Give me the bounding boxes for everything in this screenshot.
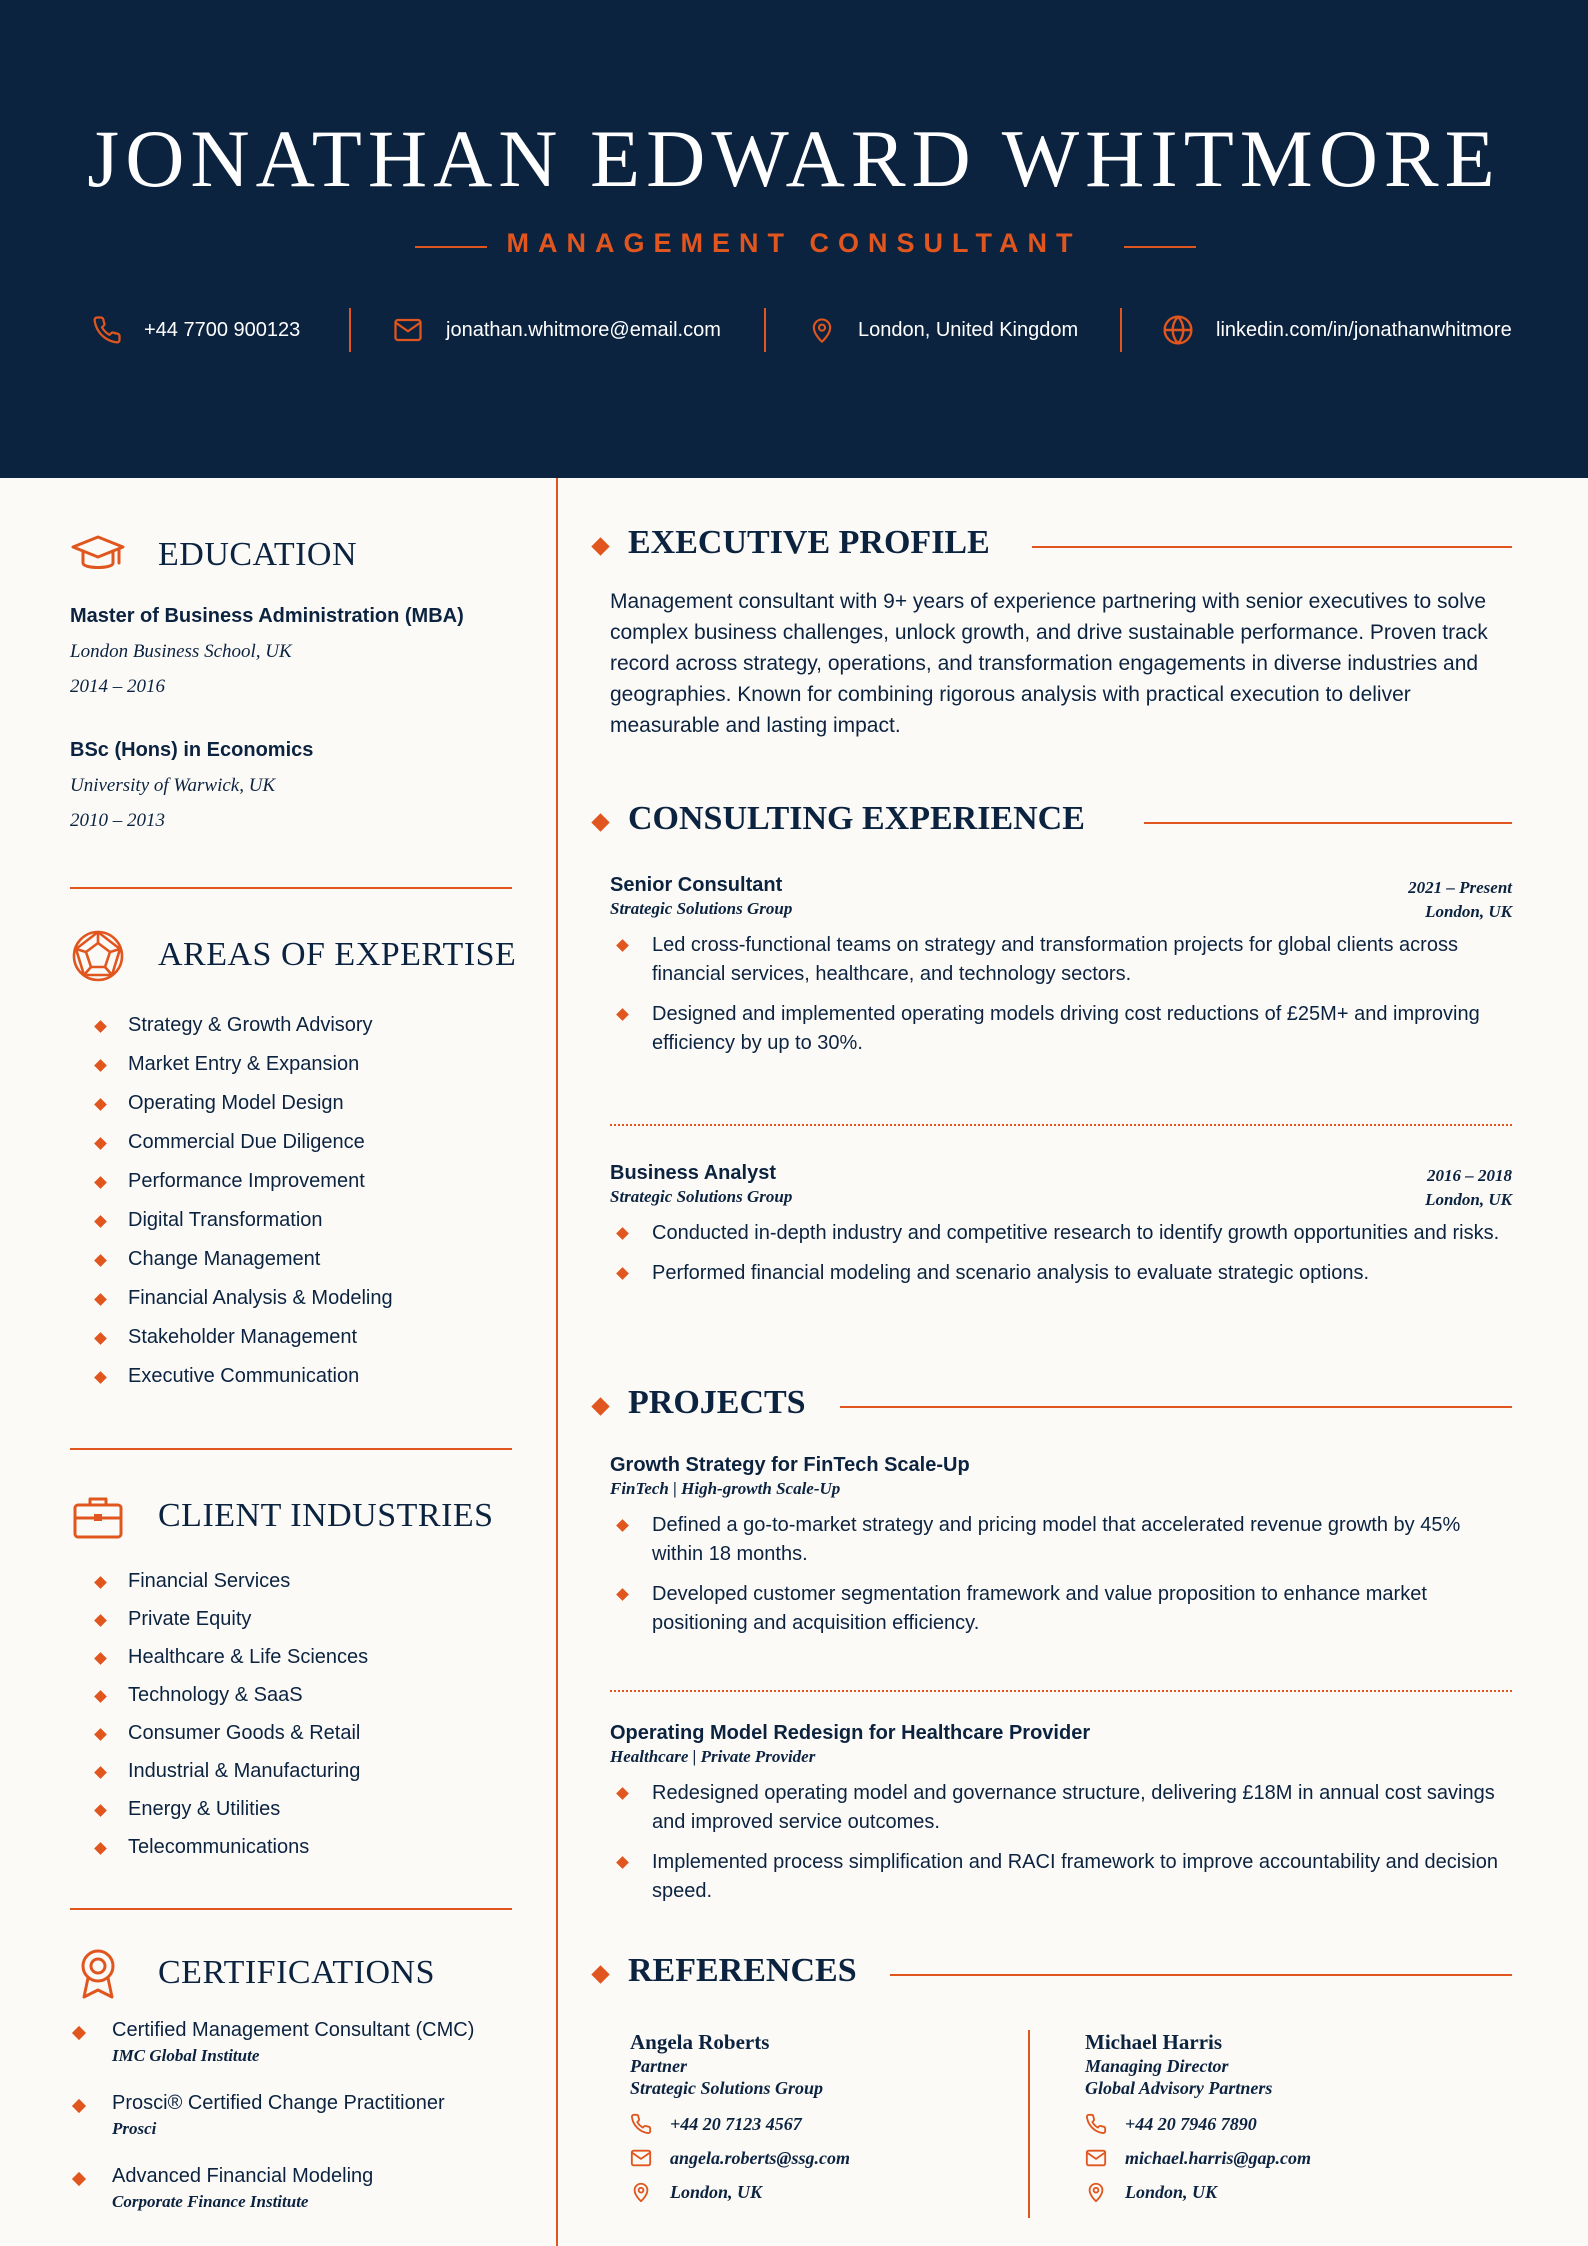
list-item: Private Equity (92, 1608, 368, 1631)
map-pin-icon (630, 2181, 652, 2203)
degree-title: Master of Business Administration (MBA) (70, 605, 464, 627)
job-dates: 2021 – Present (1408, 878, 1512, 897)
ref-location (630, 2181, 1050, 2203)
list-item: Designed and implemented operating models driving cost reductions of £25M+ and improving efficiency by up to 30%. (610, 1000, 1512, 1058)
contact-divider (349, 308, 351, 352)
list-item: Defined a go-to-market strategy and pricing model that accelerated revenue growth by 45% within 18 months. (610, 1511, 1512, 1569)
dotted-divider (610, 1124, 1512, 1126)
experience-item (610, 874, 1512, 1069)
degree-school: University of Warwick, UK (70, 775, 276, 796)
resume-header (0, 0, 1588, 478)
ref-email[interactable] (630, 2147, 1050, 2169)
cert-name: Prosci® Certified Change Practitioner (112, 2092, 445, 2114)
phone-icon (630, 2113, 652, 2135)
phone-icon (1085, 2113, 1107, 2135)
contact-divider (764, 308, 766, 352)
list-item: Telecommunications (92, 1836, 368, 1859)
dotted-divider (610, 1690, 1512, 1692)
section-title: REFERENCES (628, 1952, 857, 1989)
section-title: EXECUTIVE PROFILE (628, 524, 990, 561)
degree-school: London Business School, UK (70, 641, 292, 662)
ref-phone-text: +44 20 7123 4567 (670, 2113, 802, 2134)
ref-email-text: angela.roberts@ssg.com (670, 2147, 850, 2168)
education-heading (70, 528, 358, 584)
mail-icon (392, 315, 424, 345)
section-title: CERTIFICATIONS (158, 1954, 435, 1991)
project-bullets (610, 1511, 1512, 1638)
job-location: London, UK (1425, 1190, 1512, 1209)
project-bullets (610, 1779, 1512, 1906)
contact-location (808, 308, 1078, 352)
contact-email[interactable] (392, 308, 721, 352)
heading-rule (1032, 546, 1512, 548)
contact-divider (1120, 308, 1122, 352)
mail-icon (1085, 2147, 1107, 2169)
list-item: Performance Improvement (92, 1170, 393, 1193)
job-company: Strategic Solutions Group (610, 899, 793, 918)
experience-item (610, 1162, 1512, 1299)
list-item: Digital Transformation (92, 1209, 393, 1232)
map-pin-icon (808, 314, 836, 346)
job-bullets (610, 1219, 1512, 1288)
expertise-heading (70, 928, 517, 984)
list-item: Operating Model Design (92, 1092, 393, 1115)
projects-heading (590, 1384, 1512, 1424)
job-company: Strategic Solutions Group (610, 1187, 793, 1206)
heading-rule (890, 1974, 1512, 1976)
bullet-diamond (72, 2172, 86, 2186)
list-item: Consumer Goods & Retail (92, 1722, 368, 1745)
industries-heading (70, 1489, 494, 1545)
heading-diamond (591, 813, 609, 831)
heading-rule (1144, 822, 1512, 824)
bullet-diamond (72, 2026, 86, 2040)
ref-location-text: London, UK (670, 2181, 763, 2202)
industries-list (92, 1570, 368, 1859)
column-divider (556, 478, 558, 2246)
list-item: Change Management (92, 1248, 393, 1271)
cert-org: IMC Global Institute (112, 2046, 260, 2065)
ref-location-text: London, UK (1125, 2181, 1218, 2202)
certification-item (70, 2019, 530, 2066)
project-name: Growth Strategy for FinTech Scale-Up (610, 1454, 970, 1476)
job-role: Business Analyst (610, 1162, 776, 1184)
phone-text: +44 7700 900123 (144, 318, 301, 341)
list-item: Industrial & Manufacturing (92, 1760, 368, 1783)
job-role: Senior Consultant (610, 874, 783, 896)
award-ribbon-icon (70, 1946, 126, 2002)
expertise-list (92, 1014, 393, 1388)
section-divider (70, 887, 512, 889)
bullet-diamond (72, 2099, 86, 2113)
reference-divider (1028, 2030, 1030, 2218)
section-title: EDUCATION (158, 536, 358, 573)
references-heading (590, 1952, 1512, 1992)
ref-email-text: michael.harris@gap.com (1125, 2147, 1311, 2168)
ref-name: Michael Harris (1085, 2030, 1223, 2054)
cert-org: Corporate Finance Institute (112, 2192, 309, 2211)
ref-phone[interactable] (630, 2113, 1050, 2135)
cert-name: Advanced Financial Modeling (112, 2165, 374, 2187)
heading-diamond (591, 1397, 609, 1415)
project-item (610, 1454, 1512, 1649)
contact-linkedin[interactable] (1162, 308, 1512, 352)
heading-rule (840, 1406, 1512, 1408)
profile-heading (590, 524, 1512, 564)
list-item: Technology & SaaS (92, 1684, 368, 1707)
briefcase-icon (70, 1489, 126, 1545)
list-item: Performed financial modeling and scenario analysis to evaluate strategic options. (610, 1259, 1512, 1288)
section-title: CONSULTING EXPERIENCE (628, 800, 1085, 837)
degree-years: 2014 – 2016 (70, 676, 165, 697)
globe-icon (1162, 314, 1194, 346)
cert-name: Certified Management Consultant (CMC) (112, 2019, 475, 2041)
mail-icon (630, 2147, 652, 2169)
cert-org: Prosci (112, 2119, 157, 2138)
list-item: Conducted in-depth industry and competitive research to identify growth opportunities and risks. (610, 1219, 1512, 1248)
project-tag: Healthcare | Private Provider (610, 1747, 816, 1766)
list-item: Stakeholder Management (92, 1326, 393, 1349)
list-item: Strategy & Growth Advisory (92, 1014, 393, 1037)
job-location: London, UK (1425, 902, 1512, 921)
ref-role: Partner (630, 2056, 688, 2076)
heading-diamond (591, 1965, 609, 1983)
project-name: Operating Model Redesign for Healthcare Provider (610, 1722, 1091, 1744)
degree-years: 2010 – 2013 (70, 810, 165, 831)
list-item: Energy & Utilities (92, 1798, 368, 1821)
job-bullets (610, 931, 1512, 1058)
list-item: Commercial Due Diligence (92, 1131, 393, 1154)
section-title: AREAS OF EXPERTISE (158, 936, 517, 973)
certifications-heading (70, 1946, 435, 2002)
ref-location (1085, 2181, 1505, 2203)
reference-card (1085, 2030, 1505, 2203)
section-title: PROJECTS (628, 1384, 806, 1421)
section-divider (70, 1908, 512, 1910)
ref-name: Angela Roberts (630, 2030, 770, 2054)
list-item: Developed customer segmentation framework and value proposition to enhance market positioning and acquisition efficiency. (610, 1580, 1512, 1638)
list-item: Redesigned operating model and governance structure, delivering £18M in annual cost savings and improved service outcomes. (610, 1779, 1512, 1837)
list-item: Led cross-functional teams on strategy and transformation projects for global clients across financial services, healthcare, and technology sectors. (610, 931, 1512, 989)
candidate-title: MANAGEMENT CONSULTANT (506, 228, 1082, 258)
education-item (70, 605, 464, 698)
ref-email[interactable] (1085, 2147, 1505, 2169)
ref-org: Strategic Solutions Group (630, 2078, 824, 2098)
title-rule-right (1124, 246, 1196, 248)
ref-role: Managing Director (1085, 2056, 1229, 2076)
list-item: Financial Analysis & Modeling (92, 1287, 393, 1310)
email-text: jonathan.whitmore@email.com (446, 318, 721, 341)
candidate-name: JONATHAN EDWARD WHITMORE (87, 113, 1501, 204)
graduation-cap-icon (70, 528, 126, 584)
profile-text: Management consultant with 9+ years of experience partnering with senior executives to solve complex business challenges, unlock growth, and drive sustainable performance. Proven track record across strategy, operations, and transformation engagements in diverse industries and geographies. Known for combining rigorous analysis with practical execution to deliver measurable and lasting impact. (610, 590, 1488, 737)
certification-item (70, 2165, 530, 2212)
project-item (610, 1722, 1512, 1917)
list-item: Executive Communication (92, 1365, 393, 1388)
list-item: Financial Services (92, 1570, 368, 1593)
map-pin-icon (1085, 2181, 1107, 2203)
contact-phone[interactable] (92, 308, 300, 352)
list-item: Healthcare & Life Sciences (92, 1646, 368, 1669)
project-tag: FinTech | High-growth Scale-Up (610, 1479, 841, 1498)
ref-org: Global Advisory Partners (1085, 2078, 1273, 2098)
contact-bar (0, 308, 1588, 352)
section-divider (70, 1448, 512, 1450)
ref-phone-text: +44 20 7946 7890 (1125, 2113, 1257, 2134)
location-text: London, United Kingdom (858, 318, 1079, 341)
education-item (70, 739, 313, 832)
heading-diamond (591, 537, 609, 555)
list-item: Market Entry & Expansion (92, 1053, 393, 1076)
ref-phone[interactable] (1085, 2113, 1505, 2135)
linkedin-text: linkedin.com/in/jonathanwhitmore (1216, 318, 1512, 341)
phone-icon (92, 315, 122, 345)
job-dates: 2016 – 2018 (1427, 1166, 1512, 1185)
network-icon (70, 928, 126, 984)
certification-item (70, 2092, 530, 2139)
experience-heading (590, 800, 1512, 840)
reference-card (630, 2030, 1050, 2203)
section-title: CLIENT INDUSTRIES (158, 1497, 494, 1534)
degree-title: BSc (Hons) in Economics (70, 739, 314, 761)
list-item: Implemented process simplification and RACI framework to improve accountability and decision speed. (610, 1848, 1512, 1906)
